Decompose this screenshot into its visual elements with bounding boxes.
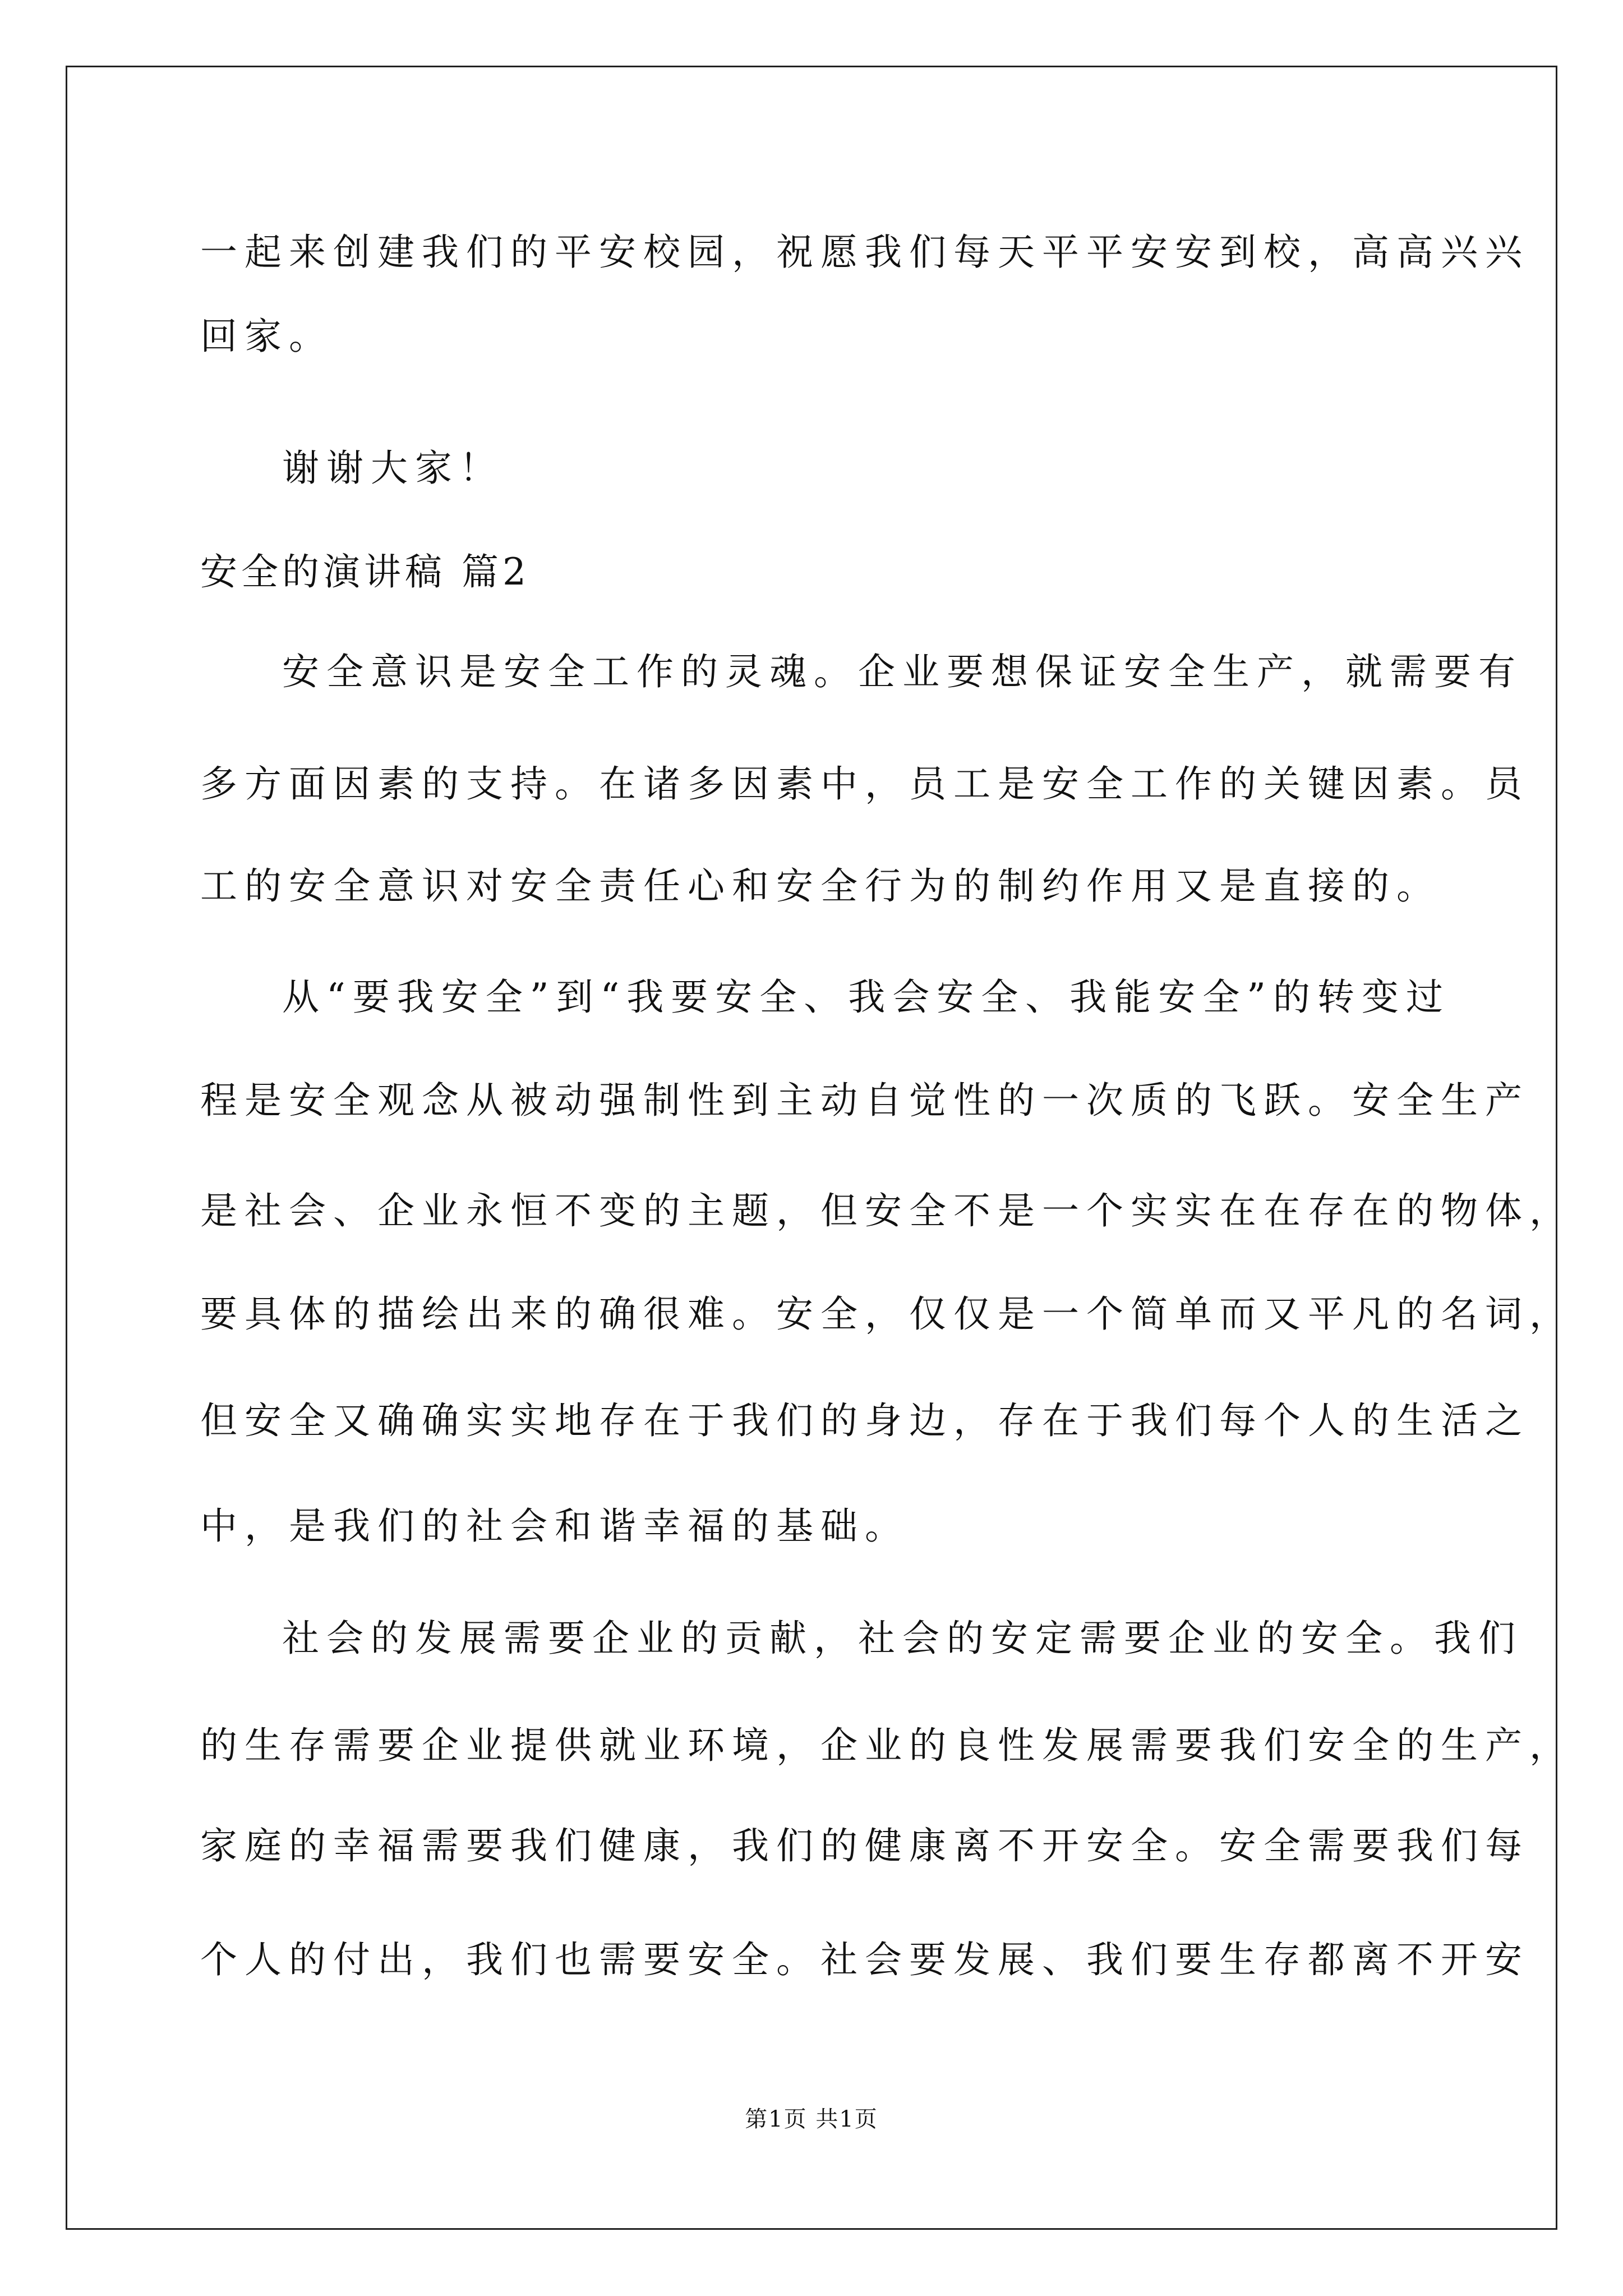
body-line-9: 程是安全观念从被动强制性到主动自觉性的一次质的飞跃。安全生产	[200, 1079, 1529, 1122]
body-line-15: 的生存需要企业提供就业环境，企业的良性发展需要我们安全的生产，	[200, 1724, 1574, 1767]
body-line-14: 社会的发展需要企业的贡献，社会的安定需要企业的安全。我们	[282, 1617, 1523, 1660]
body-line-12: 但安全又确确实实地存在于我们的身边，存在于我们每个人的生活之	[200, 1399, 1529, 1442]
body-line-7: 工的安全意识对安全责任心和安全行为的制约作用又是直接的。	[200, 864, 1441, 908]
body-line-6: 多方面因素的支持。在诸多因素中，员工是安全工作的关键因素。员	[200, 762, 1529, 806]
body-line-8: 从“要我安全”到“我要安全、我会安全、我能安全”的转变过	[282, 976, 1450, 1019]
body-line-16: 家庭的幸福需要我们健康，我们的健康离不开安全。安全需要我们每	[200, 1824, 1529, 1867]
body-line-2: 回家。	[200, 315, 333, 358]
page-border	[66, 66, 1574, 2230]
body-line-1: 一起来创建我们的平安校园，祝愿我们每天平平安安到校，高高兴兴	[200, 231, 1529, 274]
body-line-11: 要具体的描绘出来的确很难。安全，仅仅是一个简单而又平凡的名词，	[200, 1292, 1574, 1336]
page-number-footer: 第1页 共1页	[745, 2106, 878, 2132]
body-line-3: 谢谢大家！	[282, 447, 504, 490]
body-line-17: 个人的付出，我们也需要安全。社会要发展、我们要生存都离不开安	[200, 1938, 1529, 1981]
section-heading: 安全的演讲稿 篇2	[200, 550, 530, 593]
body-line-13: 中，是我们的社会和谐幸福的基础。	[200, 1504, 909, 1548]
body-line-5: 安全意识是安全工作的灵魂。企业要想保证安全生产，就需要有	[282, 650, 1523, 693]
body-line-10: 是社会、企业永恒不变的主题，但安全不是一个实实在在存在的物体，	[200, 1189, 1574, 1232]
